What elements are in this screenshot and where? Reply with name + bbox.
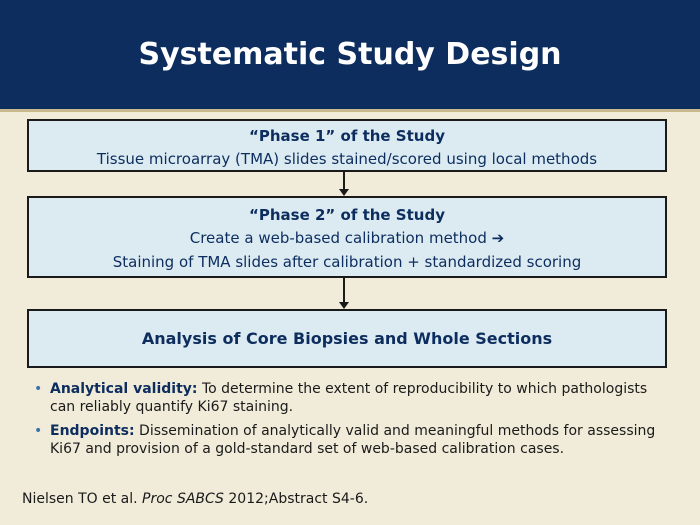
citation xyxy=(22,491,368,507)
phase2-line-1 xyxy=(29,226,665,250)
bullet-text: To determine the extent of reproducibility to which pathologists can reliably quantify Ki67 staining. xyxy=(50,381,648,415)
bullet-term: Endpoints: xyxy=(50,423,135,439)
phase1-heading: “Phase 1” of the Study xyxy=(249,127,445,145)
citation-journal: Proc SABCS xyxy=(142,491,224,507)
flow-arrow-2 xyxy=(343,278,345,307)
slide-title: Systematic Study Design xyxy=(138,37,562,72)
bullet-item-analytical-validity xyxy=(34,380,674,416)
phase2-line-1-text: Create a web-based calibration method xyxy=(189,229,487,247)
phase2-heading: “Phase 2” of the Study xyxy=(249,206,445,224)
title-bar xyxy=(0,0,700,109)
bullet-list xyxy=(34,380,674,464)
analysis-label: Analysis of Core Biopsies and Whole Sections xyxy=(141,329,553,348)
bullet-icon: • xyxy=(34,381,43,397)
citation-authors: Nielsen TO et al. xyxy=(22,491,143,507)
phase2-box xyxy=(27,196,667,278)
bullet-icon: • xyxy=(34,423,43,439)
flow-arrow-1 xyxy=(343,172,345,194)
phase1-description: Tissue microarray (TMA) slides stained/scored using local methods xyxy=(96,150,598,168)
phase1-box xyxy=(27,119,667,172)
bullet-item-endpoints xyxy=(34,422,674,458)
phase2-line-2: Staining of TMA slides after calibration + standardized scoring xyxy=(112,253,582,271)
analysis-box xyxy=(27,309,667,368)
bullet-text: Dissemination of analytically valid and meaningful methods for assessing Ki67 and provision of a gold-standard set of web-based calibration cases. xyxy=(50,423,656,457)
right-arrow-icon: ➔ xyxy=(491,229,505,247)
bullet-term: Analytical validity: xyxy=(50,381,198,397)
title-divider xyxy=(0,109,700,112)
citation-details: 2012;Abstract S4-6. xyxy=(223,491,369,507)
